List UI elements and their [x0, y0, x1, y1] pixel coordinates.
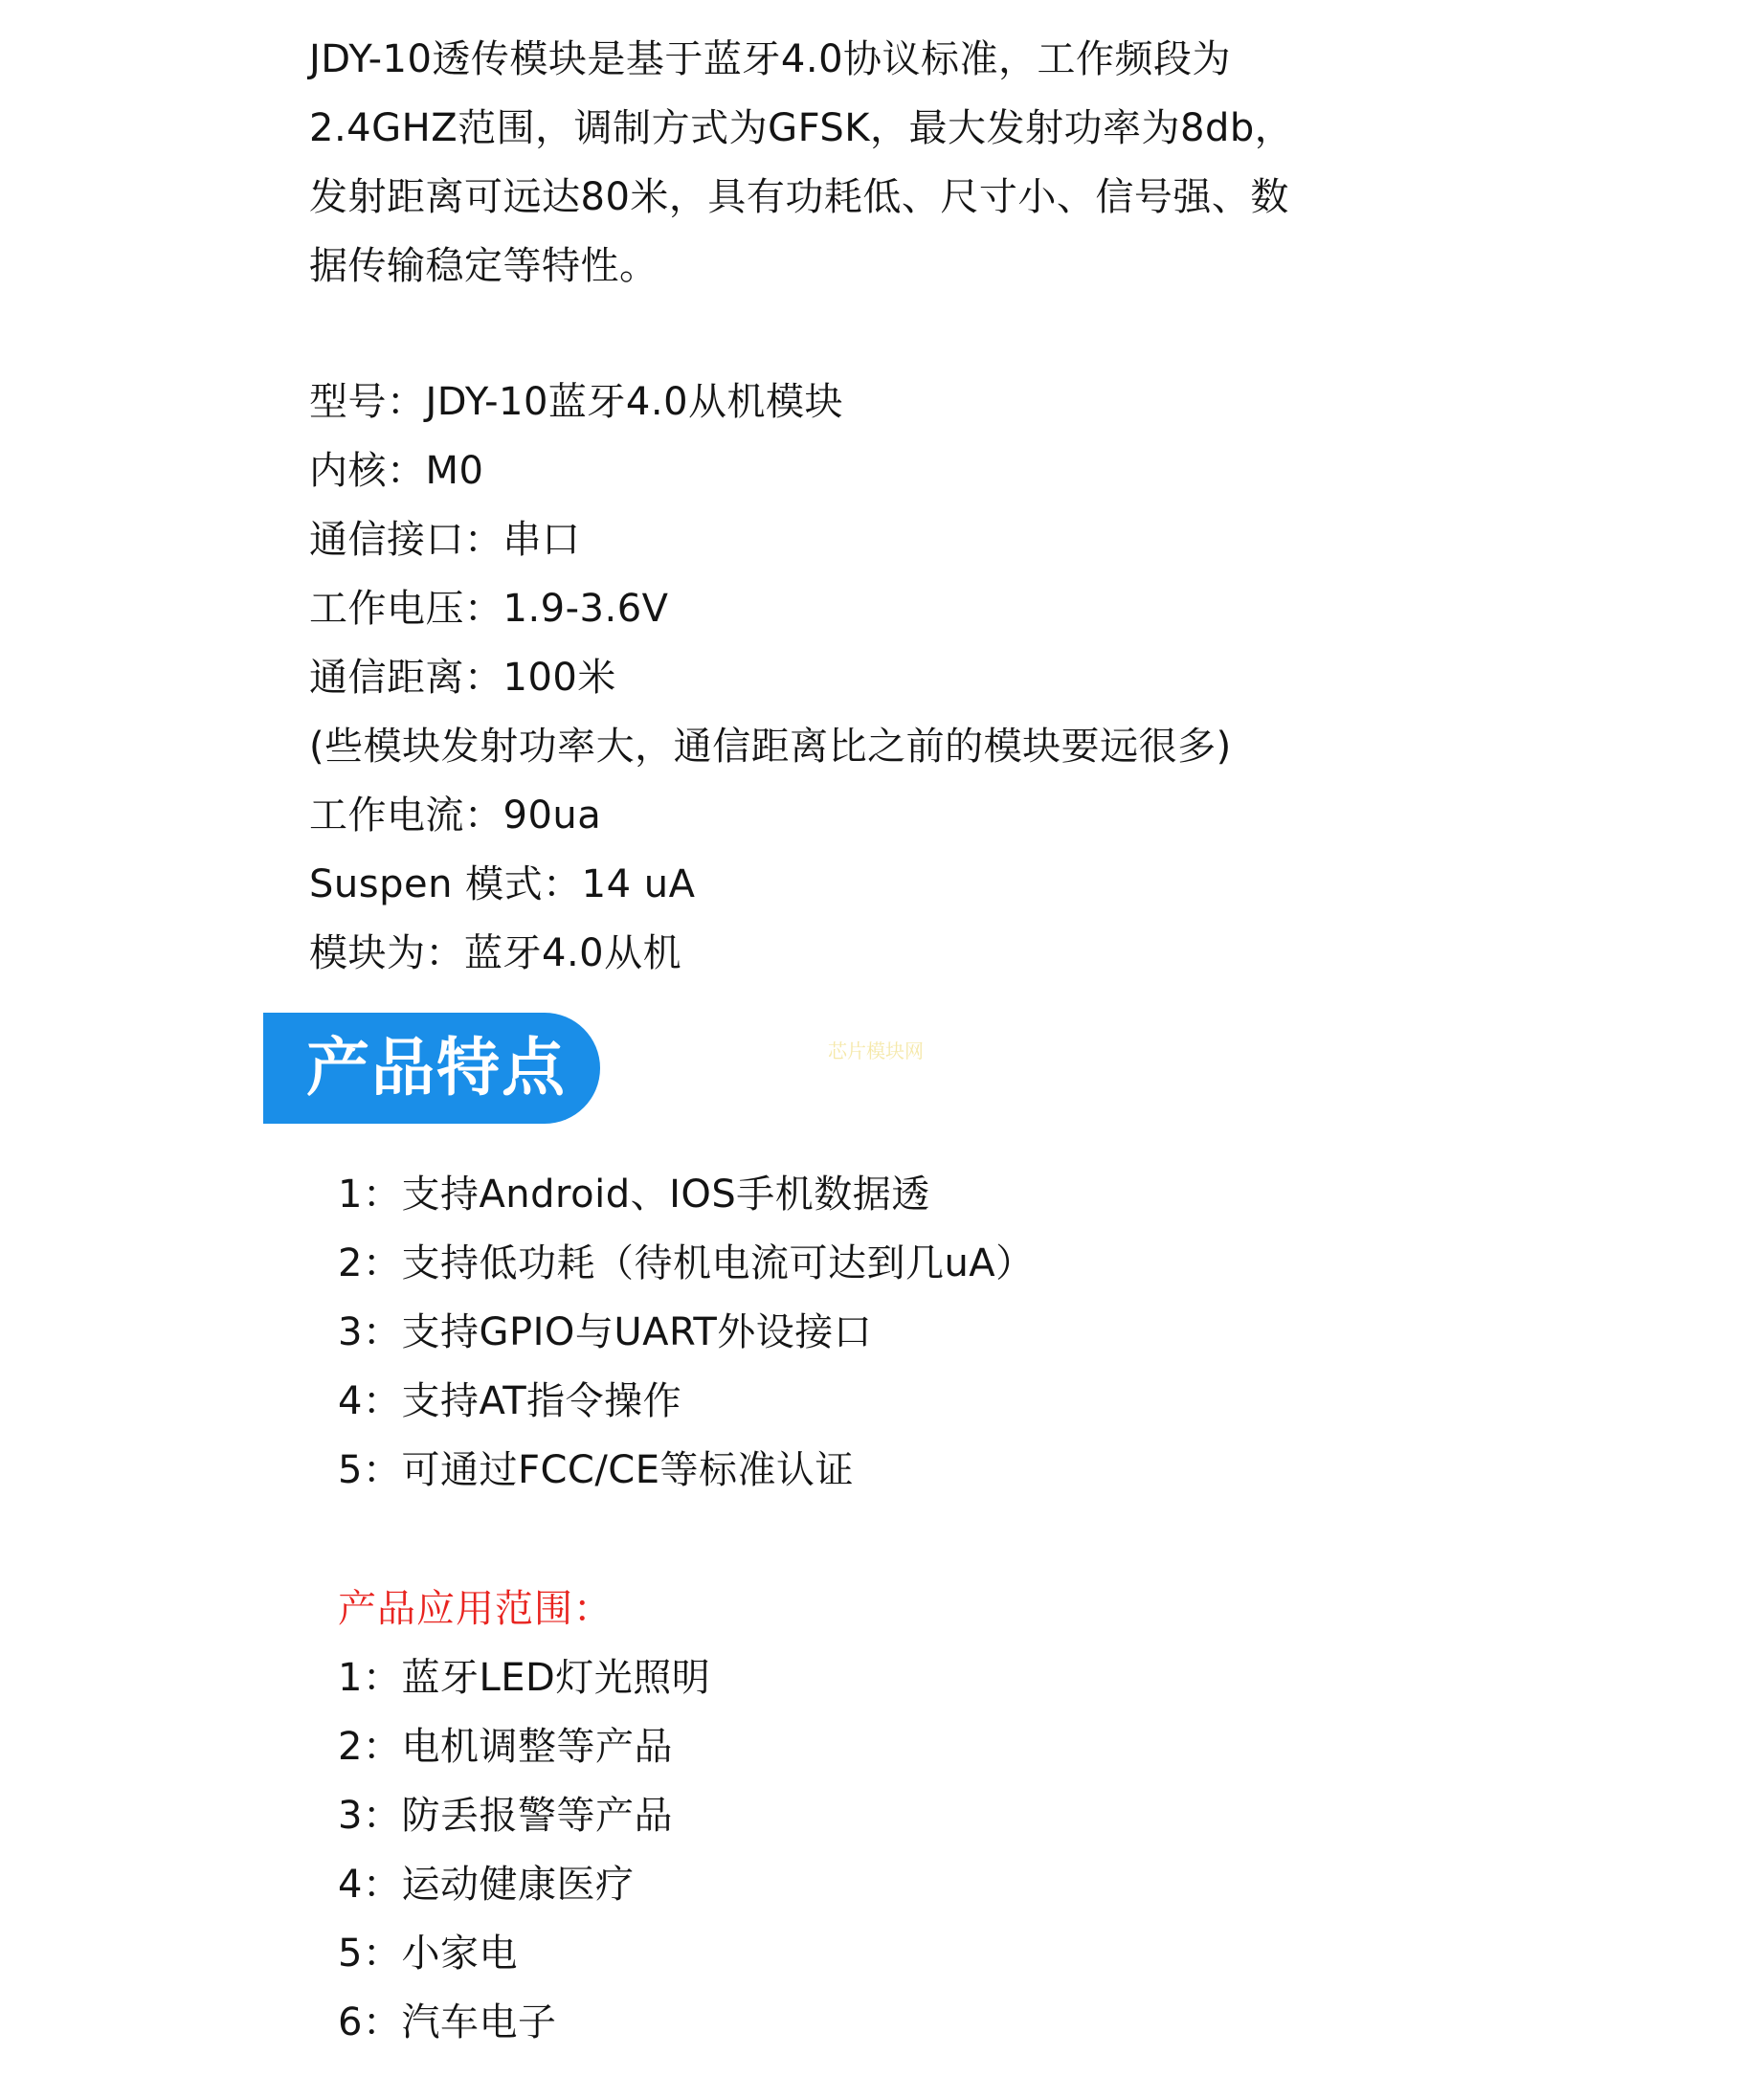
spec-model: 型号：JDY-10蓝牙4.0从机模块	[309, 380, 844, 424]
application-list	[338, 1643, 710, 2057]
spec-core: 内核：M0	[309, 449, 484, 493]
intro-line: 据传输稳定等特性。	[309, 244, 659, 288]
intro-line: 发射距离可远达80米，具有功耗低、尺寸小、信号强、数	[309, 175, 1289, 219]
spec-distance: 通信距离：100米	[309, 656, 616, 700]
features-heading-banner	[263, 1013, 600, 1124]
spec-current: 工作电流：90ua	[309, 793, 602, 838]
application-item: 5：小家电	[338, 1932, 518, 1976]
applications-heading: 产品应用范围：	[338, 1587, 613, 1631]
features-heading: 产品特点	[306, 1031, 567, 1105]
spec-distance-note: (些模块发射功率大，通信距离比之前的模块要远很多)	[309, 725, 1232, 769]
watermark: 芯片模块网	[828, 1039, 924, 1062]
spec-list	[309, 368, 1232, 988]
spec-suspend-mode: Suspen 模式：14 uA	[309, 862, 696, 906]
application-item: 3：防丢报警等产品	[338, 1794, 673, 1838]
feature-item: 4：支持AT指令操作	[338, 1379, 682, 1423]
spec-module-role: 模块为：蓝牙4.0从机	[309, 931, 682, 975]
spec-interface: 通信接口：串口	[309, 518, 581, 562]
application-item: 4：运动健康医疗	[338, 1863, 635, 1907]
feature-item: 2：支持低功耗（待机电流可达到几uA）	[338, 1241, 1035, 1285]
spec-voltage: 工作电压：1.9-3.6V	[309, 587, 669, 631]
application-item: 2：电机调整等产品	[338, 1725, 673, 1769]
intro-paragraph	[309, 25, 1362, 301]
intro-line: 2.4GHZ范围，调制方式为GFSK，最大发射功率为8db，	[309, 106, 1294, 150]
feature-item: 1：支持Android、IOS手机数据透	[338, 1173, 930, 1217]
intro-line: JDY-10透传模块是基于蓝牙4.0协议标准，工作频段为	[309, 37, 1232, 81]
feature-item: 5：可通过FCC/CE等标准认证	[338, 1448, 854, 1492]
feature-list	[338, 1160, 1035, 1505]
application-item: 1：蓝牙LED灯光照明	[338, 1656, 711, 1700]
application-item: 6：汽车电子	[338, 2000, 557, 2044]
feature-item: 3：支持GPIO与UART外设接口	[338, 1310, 873, 1354]
